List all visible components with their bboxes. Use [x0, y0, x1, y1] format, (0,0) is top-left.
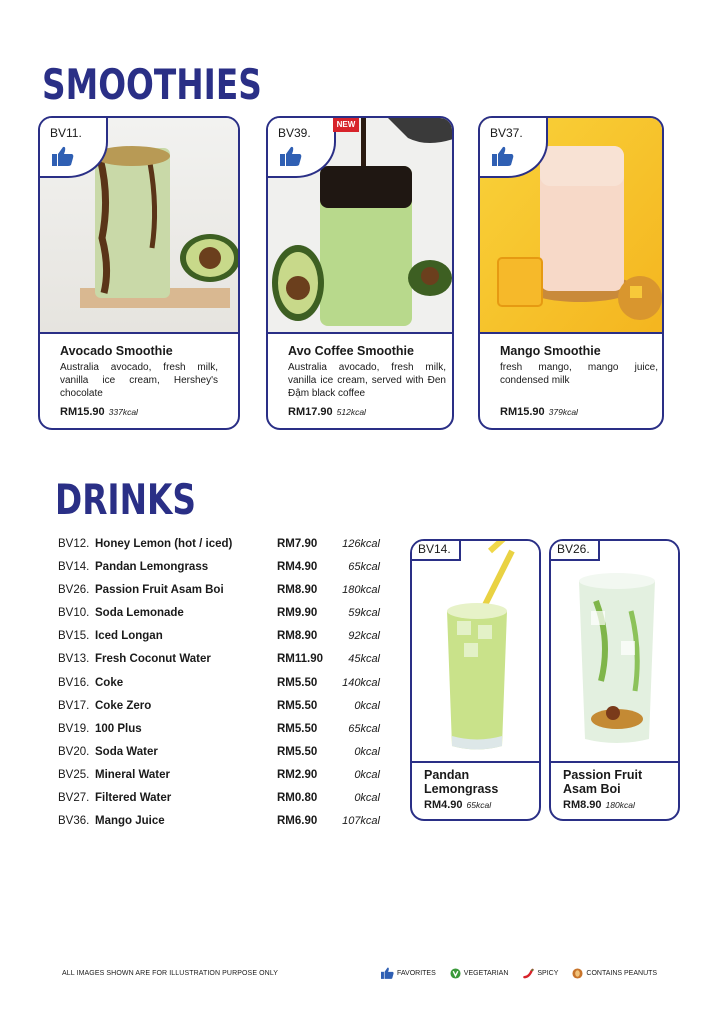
drink-kcal: 126kcal [342, 538, 380, 550]
list-item[interactable] [58, 630, 388, 653]
drink-kcal: 65kcal [348, 722, 380, 735]
drink-price: RM9.90 [277, 607, 318, 620]
drink-price: RM0.80 [277, 792, 318, 805]
list-item[interactable] [58, 677, 388, 700]
item-description: Australia avocado, fresh milk, vanilla ice cream, Hershey's chocolate [60, 362, 218, 399]
legend-peanuts [572, 968, 657, 979]
drink-kcal: 180kcal [342, 584, 380, 597]
passion-fruit-asam-boi-photo [551, 541, 678, 761]
drink-price: RM5.50 [277, 722, 318, 735]
smoothie-card-avocado[interactable] [38, 116, 240, 430]
list-item[interactable] [58, 607, 388, 630]
drink-code: BV25. [58, 768, 90, 781]
legend-label: FAVORITES [397, 969, 436, 977]
price-line [563, 799, 635, 811]
pandan-lemongrass-photo [412, 541, 539, 761]
drink-name: Mineral Water [95, 768, 170, 781]
drink-code: BV26. [58, 584, 90, 597]
drink-code-tab: BV26. [549, 539, 600, 561]
smoothie-card-avo-coffee[interactable] [266, 116, 454, 430]
item-name: Mango Smoothie [500, 344, 601, 358]
drink-name: Passion Fruit Asam Boi [95, 584, 224, 597]
item-kcal: 512kcal [336, 407, 366, 417]
list-item[interactable] [58, 746, 388, 769]
drink-code: BV27. [58, 792, 90, 805]
item-price: RM15.90 [60, 406, 105, 418]
drinks-list [58, 538, 388, 838]
drink-price: RM7.90 [277, 538, 318, 550]
card-divider [268, 332, 452, 334]
drink-code-tab: BV14. [410, 539, 461, 561]
drink-name: Fresh Coconut Water [95, 653, 211, 666]
drink-name: Pandan Lemongrass [95, 561, 209, 574]
drink-code: BV10. [58, 607, 90, 620]
drink-kcal: 92kcal [348, 630, 380, 643]
legend-label: SPICY [537, 969, 559, 977]
legend-label: VEGETARIAN [463, 969, 509, 977]
smoothies-title: SMOOTHIES [42, 60, 262, 109]
drink-kcal: 0kcal [354, 792, 380, 805]
drink-name: Honey Lemon (hot / iced) [95, 538, 233, 550]
drink-name: Mango Juice [95, 815, 165, 828]
drink-price: RM5.50 [277, 745, 318, 758]
drink-code: BV12. [58, 538, 90, 550]
list-item[interactable] [58, 723, 388, 746]
list-item[interactable] [58, 815, 388, 838]
drink-kcal: 65kcal [466, 800, 492, 810]
list-item[interactable] [58, 769, 388, 792]
item-price: RM15.90 [500, 406, 545, 418]
price-line [500, 406, 578, 418]
drink-price: RM8.90 [277, 630, 318, 643]
price-line [424, 799, 491, 811]
drink-kcal: 0kcal [354, 699, 380, 712]
legend-vegetarian [450, 968, 509, 979]
item-description: Australia avocado, fresh milk, vanilla ice cream, served with Đen Đậm black coffee [288, 362, 446, 399]
drink-price: RM5.50 [277, 676, 318, 689]
drink-code: BV14. [58, 561, 90, 574]
item-kcal: 337kcal [108, 407, 138, 417]
vegetarian-icon [450, 968, 461, 979]
legend-spicy [522, 968, 558, 979]
drink-name: Pandan Lemongrass [424, 768, 499, 796]
drink-price: RM8.90 [563, 799, 602, 811]
price-line [60, 406, 138, 418]
drinks-title: DRINKS [55, 475, 197, 524]
peanut-icon [572, 968, 583, 979]
drink-name: Coke Zero [95, 699, 152, 712]
price-line [288, 406, 366, 418]
list-item[interactable] [58, 561, 388, 584]
item-code: BV11. [50, 126, 82, 140]
drink-name: 100 Plus [95, 722, 142, 735]
thumbs-up-icon [381, 967, 394, 979]
list-item[interactable] [58, 538, 388, 561]
smoothie-card-mango[interactable] [478, 116, 664, 430]
legend-label: CONTAINS PEANUTS [586, 969, 658, 977]
drink-kcal: 140kcal [342, 676, 380, 689]
drink-price: RM4.90 [277, 561, 318, 574]
drink-code: BV20. [58, 745, 90, 758]
legend [381, 967, 671, 979]
drink-name: Coke [95, 676, 124, 689]
drink-name: Soda Water [95, 745, 158, 758]
drink-name: Filtered Water [95, 792, 172, 805]
drink-name: Passion Fruit Asam Boi [563, 768, 643, 796]
drink-kcal: 180kcal [605, 800, 635, 810]
drink-price: RM6.90 [277, 815, 318, 828]
drink-price: RM4.90 [424, 799, 463, 811]
card-divider [551, 761, 678, 763]
drink-price: RM11.90 [277, 653, 324, 666]
item-kcal: 379kcal [548, 407, 578, 417]
list-item[interactable] [58, 700, 388, 723]
drink-code: BV36. [58, 815, 90, 828]
list-item[interactable] [58, 792, 388, 815]
item-code: BV39. [278, 126, 311, 140]
drink-code: BV19. [58, 722, 90, 735]
chili-icon [522, 968, 534, 979]
drink-code: BV13. [58, 653, 90, 666]
card-divider [412, 761, 539, 763]
drink-kcal: 59kcal [348, 607, 380, 620]
drink-price: RM5.50 [277, 699, 318, 712]
item-name: Avocado Smoothie [60, 344, 173, 358]
thumbs-up-icon [52, 146, 74, 166]
thumbs-up-icon [492, 146, 514, 166]
list-item[interactable] [58, 584, 388, 607]
item-price: RM17.90 [288, 406, 333, 418]
drink-card-passion-fruit-asam-boi[interactable] [549, 539, 680, 821]
drink-name: Iced Longan [95, 630, 163, 643]
new-badge: NEW [333, 118, 359, 132]
drink-name: Soda Lemonade [95, 607, 184, 620]
card-divider [480, 332, 662, 334]
list-item[interactable] [58, 653, 388, 676]
drink-kcal: 65kcal [348, 561, 380, 574]
drink-code: BV17. [58, 699, 90, 712]
drink-kcal: 0kcal [354, 745, 380, 758]
disclaimer: ALL IMAGES SHOWN ARE FOR ILLUSTRATION PURPOSE ONLY [62, 970, 279, 977]
drink-kcal: 45kcal [348, 653, 380, 666]
item-name: Avo Coffee Smoothie [288, 344, 414, 358]
drink-price: RM8.90 [277, 584, 318, 597]
drink-card-pandan-lemongrass[interactable] [410, 539, 541, 821]
legend-favorites [381, 967, 436, 979]
drink-price: RM2.90 [277, 768, 318, 781]
drink-code: BV15. [58, 630, 90, 643]
item-code: BV37. [490, 126, 523, 140]
card-divider [40, 332, 238, 334]
drink-code: BV16. [58, 676, 90, 689]
drink-kcal: 107kcal [342, 815, 380, 828]
drink-kcal: 0kcal [354, 768, 380, 781]
item-description: fresh mango, mango juice, condensed milk [500, 362, 658, 386]
thumbs-up-icon [280, 146, 302, 166]
